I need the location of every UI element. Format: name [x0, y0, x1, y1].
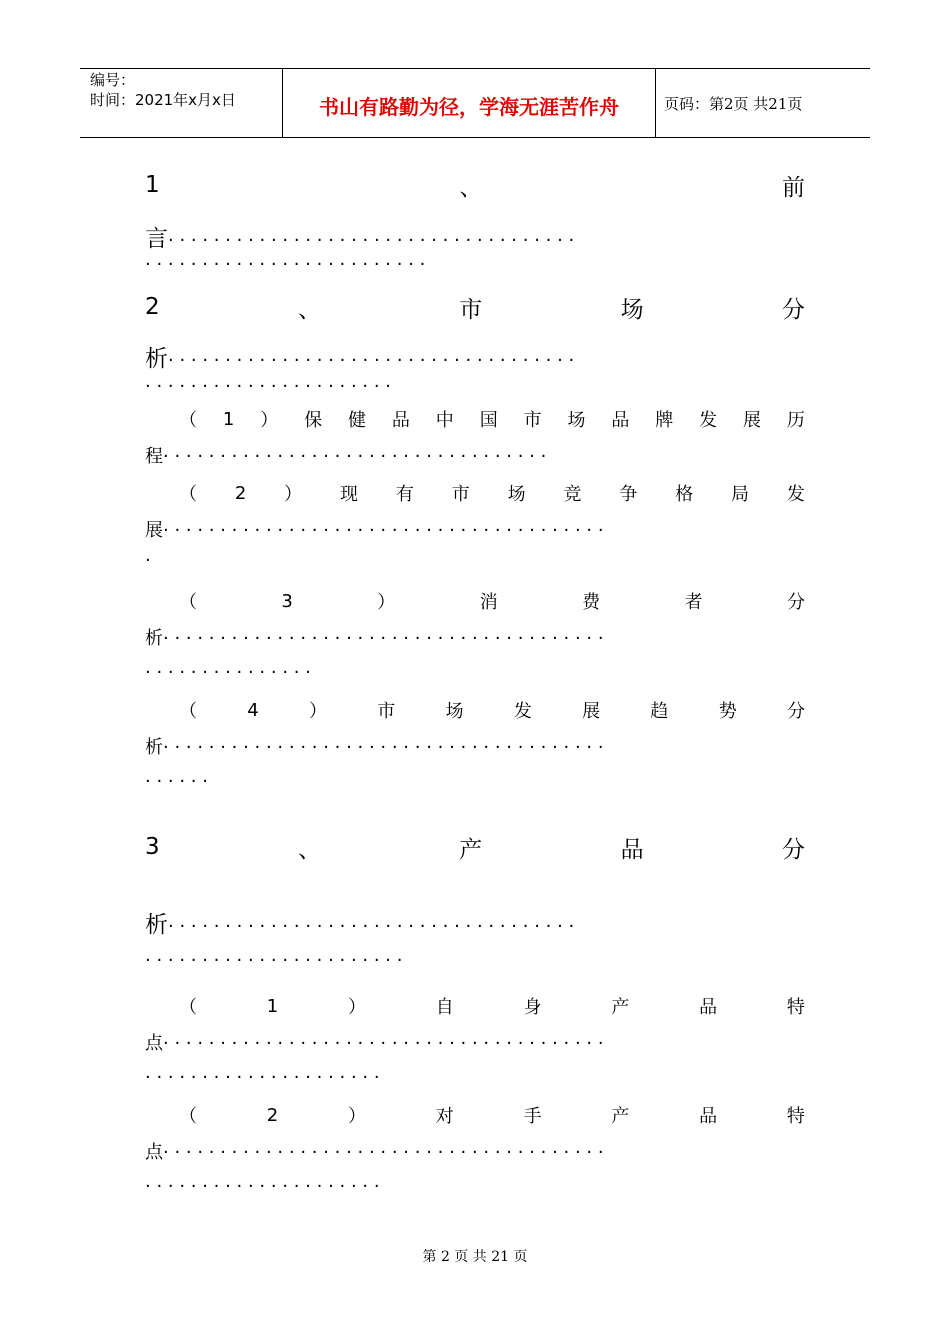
- toc-heading-char: 展: [582, 701, 601, 722]
- toc-entry-competitor-product[interactable]: [145, 1102, 805, 1197]
- toc-entry-leader: [145, 1138, 805, 1164]
- toc-heading-char: 产: [611, 997, 630, 1018]
- toc-heading-char: 场: [567, 410, 586, 431]
- toc-heading-char: 竞: [563, 484, 582, 505]
- toc-entry-heading: [145, 1102, 805, 1128]
- toc-entry-preface[interactable]: [145, 170, 805, 275]
- dot-leader: · · · · · · · · · · · · · · · · · · · · · · · · · · · · · · · · · · · · · · ·: [163, 628, 604, 649]
- page-header: [80, 68, 870, 138]
- toc-heading-char: （: [179, 592, 197, 613]
- toc-heading-char: 分: [786, 592, 805, 613]
- toc-entry-tail: 析: [145, 346, 168, 370]
- toc-heading-char: 局: [731, 484, 750, 505]
- toc-heading-char: 产: [611, 1106, 630, 1127]
- toc-heading-char: ）: [348, 1106, 367, 1127]
- toc-entry-tail: 析: [145, 628, 163, 649]
- toc-heading-char: 市: [451, 484, 470, 505]
- toc-entry-tail: 程: [145, 446, 163, 467]
- toc-entry-tail: 言: [145, 226, 168, 250]
- toc-entry-product-analysis[interactable]: [145, 832, 805, 971]
- toc-heading-char: 发: [786, 484, 805, 505]
- dot-leader-continued: · · · · · · · · · · · · · · · · · · · · ·: [145, 1176, 380, 1197]
- toc-heading-char: 品: [699, 1106, 718, 1127]
- document-number-label: 编号：: [90, 71, 136, 89]
- toc-heading-char: 2: [145, 294, 160, 320]
- toc-heading-char: 市: [459, 296, 483, 323]
- toc-heading-char: 品: [699, 997, 718, 1018]
- toc-entry-leader: [145, 220, 805, 250]
- toc-entry-own-product[interactable]: [145, 993, 805, 1088]
- motto-text: 书山有路勤为径，学海无涯苦作舟: [319, 95, 619, 119]
- toc-heading-char: 势: [718, 701, 737, 722]
- toc-heading-char: ）: [284, 484, 303, 505]
- toc-heading-char: 发: [699, 410, 718, 431]
- toc-heading-char: 品: [391, 410, 410, 431]
- toc-heading-char: 有: [395, 484, 414, 505]
- document-date-label: 时间：2021年x月x日: [90, 91, 236, 109]
- toc-heading-char: 场: [445, 701, 464, 722]
- toc-heading-char: 分: [781, 836, 805, 863]
- toc-heading-char: 者: [684, 592, 703, 613]
- toc-entry-heading: [145, 170, 805, 200]
- toc-entry-leader: [145, 516, 805, 542]
- toc-entry-heading: [145, 588, 805, 614]
- toc-heading-char: （: [179, 1106, 197, 1127]
- toc-heading-char: 展: [743, 410, 762, 431]
- toc-heading-char: 自: [435, 997, 454, 1018]
- toc-heading-char: 分: [781, 296, 805, 323]
- toc-heading-char: 格: [675, 484, 694, 505]
- toc-heading-char: 争: [619, 484, 638, 505]
- toc-heading-char: 现: [340, 484, 359, 505]
- toc-heading-char: 、: [459, 174, 483, 201]
- toc-heading-char: 场: [507, 484, 526, 505]
- toc-entry-leader: [145, 906, 805, 936]
- toc-entry-leader: [145, 442, 805, 468]
- header-motto-cell: [283, 69, 656, 137]
- dot-leader: · · · · · · · · · · · · · · · · · · · · · · · · · · · · · · · · · · · · · · ·: [163, 1033, 604, 1054]
- toc-entry-heading: [145, 697, 805, 723]
- toc-heading-char: 市: [523, 410, 542, 431]
- toc-heading-char: 国: [479, 410, 498, 431]
- toc-heading-char: 2: [266, 1104, 279, 1126]
- toc-heading-char: ）: [260, 410, 279, 431]
- toc-heading-char: 品: [611, 410, 630, 431]
- toc-heading-char: 中: [435, 410, 454, 431]
- toc-heading-char: 3: [281, 590, 293, 612]
- toc-heading-char: 手: [523, 1106, 542, 1127]
- toc-entry-heading: [145, 406, 805, 432]
- toc-entry-brand-history[interactable]: [145, 406, 805, 468]
- dot-leader: · · · · · · · · · · · · · · · · · · · · · · · · · · · · · · · · · · · ·: [168, 916, 575, 936]
- dot-leader: · · · · · · · · · · · · · · · · · · · · · · · · · · · · · · · · · · · · · · ·: [163, 1142, 604, 1163]
- toc-heading-char: 市: [377, 701, 396, 722]
- dot-leader-continued: · · · · · · · · · · · · · · · · · · · · · · ·: [145, 950, 403, 971]
- toc-entry-heading: [145, 993, 805, 1019]
- toc-heading-char: 身: [523, 997, 542, 1018]
- toc-entry-tail: 展: [145, 520, 163, 541]
- toc-heading-char: 品: [620, 836, 644, 863]
- page-indicator: 页码：第2页 共21页: [664, 95, 803, 113]
- toc-heading-char: 健: [348, 410, 367, 431]
- toc-entry-tail: 析: [145, 737, 163, 758]
- toc-entry-trend-analysis[interactable]: [145, 697, 805, 792]
- toc-entry-tail: 点: [145, 1033, 163, 1054]
- toc-heading-char: （: [179, 701, 197, 722]
- toc-heading-char: 3: [145, 834, 160, 860]
- toc-heading-char: 历: [786, 410, 805, 431]
- toc-heading-char: 费: [582, 592, 601, 613]
- toc-entry-market-analysis[interactable]: [145, 292, 805, 397]
- dot-leader: · · · · · · · · · · · · · · · · · · · · · · · · · · · · · · · · · · · · · · ·: [163, 737, 604, 758]
- toc-entry-competition[interactable]: [145, 480, 805, 571]
- dot-leader-continued: · · · · · · · · · · · · · · · · · · · · ·: [145, 1067, 380, 1088]
- dot-leader: · · · · · · · · · · · · · · · · · · · · · · · · · · · · · · · · · · · ·: [168, 350, 575, 370]
- dot-leader-continued: · · · · · · · · · · · · · · ·: [145, 662, 311, 683]
- dot-leader-continued: ·: [145, 550, 151, 571]
- toc-entry-consumer-analysis[interactable]: [145, 588, 805, 683]
- toc-heading-char: 前: [781, 174, 805, 201]
- toc-entry-tail: 析: [145, 912, 168, 936]
- toc-heading-char: 4: [247, 699, 259, 721]
- toc-heading-char: 、: [297, 836, 321, 863]
- toc-entry-tail: 点: [145, 1142, 163, 1163]
- toc-heading-char: 特: [786, 1106, 805, 1127]
- toc-heading-char: 1: [266, 995, 279, 1017]
- toc-heading-char: 1: [222, 408, 235, 430]
- dot-leader: · · · · · · · · · · · · · · · · · · · · · · · · · · · · · · · · · ·: [163, 446, 547, 467]
- toc-heading-char: 趋: [650, 701, 669, 722]
- dot-leader-continued: · · · · · · · · · · · · · · · · · · · · · · · · ·: [145, 254, 426, 275]
- dot-leader: · · · · · · · · · · · · · · · · · · · · · · · · · · · · · · · · · · · · · · ·: [163, 520, 604, 541]
- dot-leader-continued: · · · · · ·: [145, 771, 208, 792]
- toc-entry-leader: [145, 624, 805, 650]
- toc-heading-char: 2: [234, 482, 247, 504]
- toc-entry-leader: [145, 340, 805, 370]
- toc-heading-char: 发: [513, 701, 532, 722]
- toc-heading-char: 保: [304, 410, 323, 431]
- toc-heading-char: 消: [479, 592, 498, 613]
- toc-heading-char: 产: [459, 836, 483, 863]
- toc-heading-char: ）: [377, 592, 396, 613]
- toc-heading-char: ）: [309, 701, 328, 722]
- toc-entry-heading: [145, 480, 805, 506]
- page-footer: 第 2 页 共 21 页: [422, 1249, 528, 1265]
- toc-heading-char: 场: [620, 296, 644, 323]
- toc-heading-char: （: [179, 997, 197, 1018]
- header-page-cell: [656, 69, 870, 137]
- header-meta-cell: [80, 69, 283, 137]
- dot-leader-continued: · · · · · · · · · · · · · · · · · · · · · ·: [145, 376, 392, 397]
- toc-heading-char: 特: [786, 997, 805, 1018]
- dot-leader: · · · · · · · · · · · · · · · · · · · · · · · · · · · · · · · · · · · ·: [168, 230, 575, 250]
- toc-entry-heading: [145, 292, 805, 322]
- toc-entry-leader: [145, 1029, 805, 1055]
- toc-heading-char: 牌: [655, 410, 674, 431]
- toc-heading-char: （: [179, 410, 197, 431]
- toc-heading-char: 1: [145, 172, 160, 198]
- toc-heading-char: （: [179, 484, 197, 505]
- toc-heading-char: 对: [435, 1106, 454, 1127]
- toc-heading-char: 分: [786, 701, 805, 722]
- toc-heading-char: 、: [297, 296, 321, 323]
- toc-entry-heading: [145, 832, 805, 862]
- toc-entry-leader: [145, 733, 805, 759]
- toc-heading-char: ）: [348, 997, 367, 1018]
